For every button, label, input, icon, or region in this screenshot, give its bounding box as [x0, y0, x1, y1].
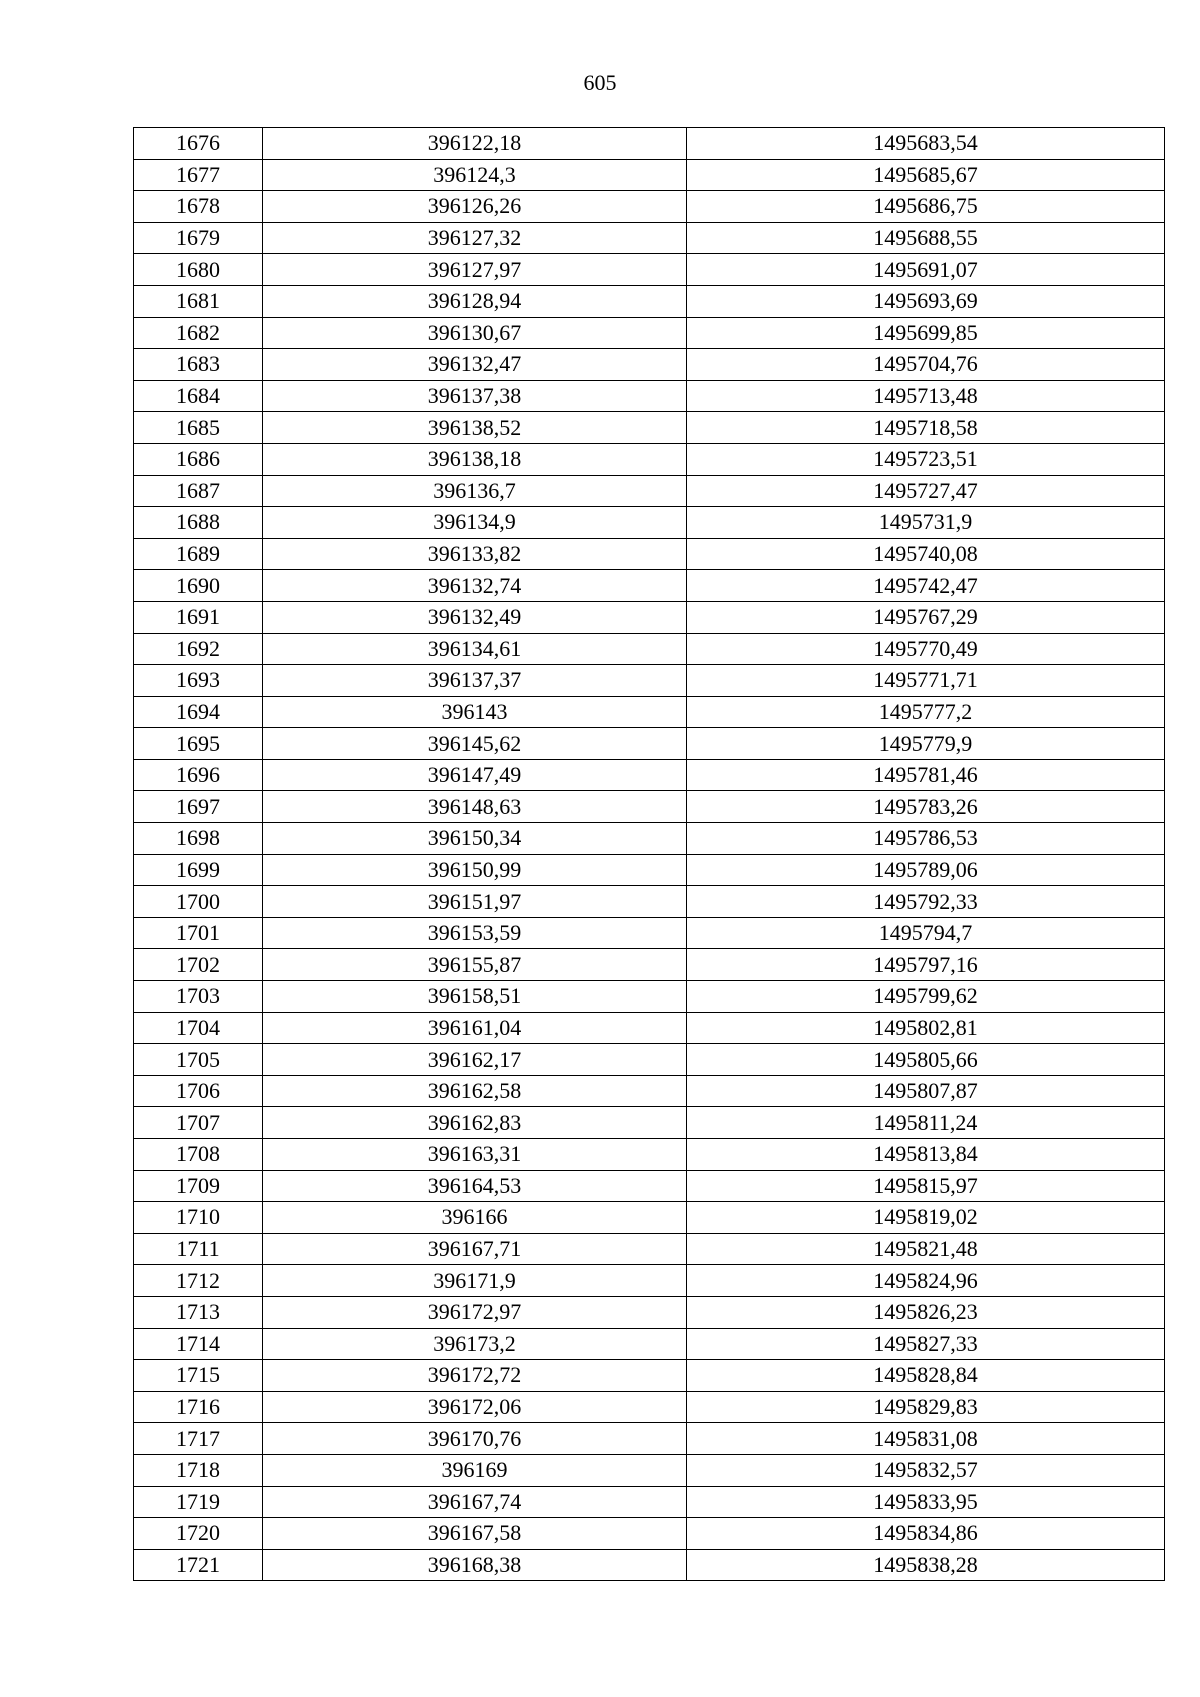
point-number-cell: 1677: [134, 159, 263, 191]
y-coordinate-cell: 1495824,96: [687, 1265, 1165, 1297]
table-row: [134, 854, 1165, 886]
x-coordinate-cell: 396164,53: [263, 1170, 687, 1202]
table-row: [134, 475, 1165, 507]
x-coordinate-cell: 396134,9: [263, 507, 687, 539]
x-coordinate-cell: 396147,49: [263, 759, 687, 791]
x-coordinate-cell: 396150,99: [263, 854, 687, 886]
y-coordinate-cell: 1495802,81: [687, 1012, 1165, 1044]
x-coordinate-cell: 396134,61: [263, 633, 687, 665]
y-coordinate-cell: 1495797,16: [687, 949, 1165, 981]
table-row: [134, 538, 1165, 570]
table-row: [134, 1265, 1165, 1297]
point-number-cell: 1693: [134, 665, 263, 697]
point-number-cell: 1707: [134, 1107, 263, 1139]
point-number-cell: 1689: [134, 538, 263, 570]
table-row: [134, 601, 1165, 633]
y-coordinate-cell: 1495723,51: [687, 443, 1165, 475]
x-coordinate-cell: 396172,72: [263, 1360, 687, 1392]
y-coordinate-cell: 1495821,48: [687, 1233, 1165, 1265]
point-number-cell: 1709: [134, 1170, 263, 1202]
x-coordinate-cell: 396132,47: [263, 349, 687, 381]
table-row: [134, 633, 1165, 665]
table-row: [134, 1202, 1165, 1234]
x-coordinate-cell: 396171,9: [263, 1265, 687, 1297]
point-number-cell: 1719: [134, 1486, 263, 1518]
y-coordinate-cell: 1495832,57: [687, 1454, 1165, 1486]
x-coordinate-cell: 396148,63: [263, 791, 687, 823]
point-number-cell: 1704: [134, 1012, 263, 1044]
point-number-cell: 1708: [134, 1139, 263, 1171]
x-coordinate-cell: 396132,49: [263, 601, 687, 633]
table-row: [134, 823, 1165, 855]
y-coordinate-cell: 1495731,9: [687, 507, 1165, 539]
y-coordinate-cell: 1495781,46: [687, 759, 1165, 791]
table-row: [134, 1233, 1165, 1265]
y-coordinate-cell: 1495811,24: [687, 1107, 1165, 1139]
y-coordinate-cell: 1495727,47: [687, 475, 1165, 507]
y-coordinate-cell: 1495742,47: [687, 570, 1165, 602]
x-coordinate-cell: 396172,97: [263, 1296, 687, 1328]
x-coordinate-cell: 396132,74: [263, 570, 687, 602]
x-coordinate-cell: 396124,3: [263, 159, 687, 191]
table-row: [134, 1170, 1165, 1202]
x-coordinate-cell: 396153,59: [263, 917, 687, 949]
point-number-cell: 1690: [134, 570, 263, 602]
point-number-cell: 1702: [134, 949, 263, 981]
x-coordinate-cell: 396167,58: [263, 1518, 687, 1550]
table-row: [134, 665, 1165, 697]
point-number-cell: 1683: [134, 349, 263, 381]
y-coordinate-cell: 1495794,7: [687, 917, 1165, 949]
x-coordinate-cell: 396127,97: [263, 254, 687, 286]
point-number-cell: 1712: [134, 1265, 263, 1297]
table-row: [134, 1454, 1165, 1486]
y-coordinate-cell: 1495807,87: [687, 1075, 1165, 1107]
table-row: [134, 443, 1165, 475]
table-row: [134, 886, 1165, 918]
y-coordinate-cell: 1495813,84: [687, 1139, 1165, 1171]
y-coordinate-cell: 1495691,07: [687, 254, 1165, 286]
table-row: [134, 412, 1165, 444]
point-number-cell: 1699: [134, 854, 263, 886]
point-number-cell: 1692: [134, 633, 263, 665]
point-number-cell: 1696: [134, 759, 263, 791]
x-coordinate-cell: 396126,26: [263, 191, 687, 223]
y-coordinate-cell: 1495693,69: [687, 285, 1165, 317]
table-row: [134, 1107, 1165, 1139]
y-coordinate-cell: 1495740,08: [687, 538, 1165, 570]
point-number-cell: 1694: [134, 696, 263, 728]
point-number-cell: 1697: [134, 791, 263, 823]
y-coordinate-cell: 1495826,23: [687, 1296, 1165, 1328]
point-number-cell: 1700: [134, 886, 263, 918]
point-number-cell: 1691: [134, 601, 263, 633]
point-number-cell: 1718: [134, 1454, 263, 1486]
x-coordinate-cell: 396138,18: [263, 443, 687, 475]
x-coordinate-cell: 396169: [263, 1454, 687, 1486]
x-coordinate-cell: 396168,38: [263, 1549, 687, 1581]
x-coordinate-cell: 396162,83: [263, 1107, 687, 1139]
point-number-cell: 1713: [134, 1296, 263, 1328]
x-coordinate-cell: 396137,38: [263, 380, 687, 412]
point-number-cell: 1715: [134, 1360, 263, 1392]
point-number-cell: 1711: [134, 1233, 263, 1265]
table-row: [134, 791, 1165, 823]
table-row: [134, 1549, 1165, 1581]
y-coordinate-cell: 1495815,97: [687, 1170, 1165, 1202]
x-coordinate-cell: 396158,51: [263, 981, 687, 1013]
coordinates-table-body: [134, 128, 1165, 1581]
point-number-cell: 1714: [134, 1328, 263, 1360]
point-number-cell: 1706: [134, 1075, 263, 1107]
point-number-cell: 1685: [134, 412, 263, 444]
point-number-cell: 1703: [134, 981, 263, 1013]
y-coordinate-cell: 1495779,9: [687, 728, 1165, 760]
point-number-cell: 1684: [134, 380, 263, 412]
point-number-cell: 1679: [134, 222, 263, 254]
table-row: [134, 759, 1165, 791]
x-coordinate-cell: 396137,37: [263, 665, 687, 697]
point-number-cell: 1688: [134, 507, 263, 539]
x-coordinate-cell: 396170,76: [263, 1423, 687, 1455]
x-coordinate-cell: 396145,62: [263, 728, 687, 760]
table-row: [134, 159, 1165, 191]
point-number-cell: 1720: [134, 1518, 263, 1550]
table-row: [134, 1075, 1165, 1107]
x-coordinate-cell: 396166: [263, 1202, 687, 1234]
x-coordinate-cell: 396172,06: [263, 1391, 687, 1423]
y-coordinate-cell: 1495686,75: [687, 191, 1165, 223]
x-coordinate-cell: 396136,7: [263, 475, 687, 507]
point-number-cell: 1698: [134, 823, 263, 855]
x-coordinate-cell: 396143: [263, 696, 687, 728]
point-number-cell: 1676: [134, 128, 263, 160]
x-coordinate-cell: 396163,31: [263, 1139, 687, 1171]
y-coordinate-cell: 1495789,06: [687, 854, 1165, 886]
table-row: [134, 285, 1165, 317]
table-row: [134, 317, 1165, 349]
y-coordinate-cell: 1495783,26: [687, 791, 1165, 823]
table-row: [134, 507, 1165, 539]
x-coordinate-cell: 396173,2: [263, 1328, 687, 1360]
y-coordinate-cell: 1495786,53: [687, 823, 1165, 855]
x-coordinate-cell: 396155,87: [263, 949, 687, 981]
y-coordinate-cell: 1495688,55: [687, 222, 1165, 254]
y-coordinate-cell: 1495829,83: [687, 1391, 1165, 1423]
y-coordinate-cell: 1495718,58: [687, 412, 1165, 444]
y-coordinate-cell: 1495699,85: [687, 317, 1165, 349]
point-number-cell: 1687: [134, 475, 263, 507]
point-number-cell: 1695: [134, 728, 263, 760]
point-number-cell: 1701: [134, 917, 263, 949]
x-coordinate-cell: 396151,97: [263, 886, 687, 918]
y-coordinate-cell: 1495828,84: [687, 1360, 1165, 1392]
y-coordinate-cell: 1495819,02: [687, 1202, 1165, 1234]
point-number-cell: 1682: [134, 317, 263, 349]
x-coordinate-cell: 396133,82: [263, 538, 687, 570]
y-coordinate-cell: 1495770,49: [687, 633, 1165, 665]
point-number-cell: 1705: [134, 1044, 263, 1076]
table-row: [134, 949, 1165, 981]
y-coordinate-cell: 1495704,76: [687, 349, 1165, 381]
table-row: [134, 981, 1165, 1013]
table-row: [134, 380, 1165, 412]
table-row: [134, 222, 1165, 254]
table-row: [134, 1296, 1165, 1328]
y-coordinate-cell: 1495805,66: [687, 1044, 1165, 1076]
x-coordinate-cell: 396138,52: [263, 412, 687, 444]
table-row: [134, 254, 1165, 286]
y-coordinate-cell: 1495713,48: [687, 380, 1165, 412]
x-coordinate-cell: 396161,04: [263, 1012, 687, 1044]
table-row: [134, 1518, 1165, 1550]
table-row: [134, 696, 1165, 728]
x-coordinate-cell: 396130,67: [263, 317, 687, 349]
y-coordinate-cell: 1495767,29: [687, 601, 1165, 633]
y-coordinate-cell: 1495771,71: [687, 665, 1165, 697]
point-number-cell: 1716: [134, 1391, 263, 1423]
y-coordinate-cell: 1495777,2: [687, 696, 1165, 728]
table-row: [134, 1044, 1165, 1076]
point-number-cell: 1678: [134, 191, 263, 223]
table-row: [134, 1012, 1165, 1044]
y-coordinate-cell: 1495792,33: [687, 886, 1165, 918]
point-number-cell: 1721: [134, 1549, 263, 1581]
table-row: [134, 1360, 1165, 1392]
x-coordinate-cell: 396162,17: [263, 1044, 687, 1076]
x-coordinate-cell: 396122,18: [263, 128, 687, 160]
table-row: [134, 1423, 1165, 1455]
y-coordinate-cell: 1495838,28: [687, 1549, 1165, 1581]
table-row: [134, 917, 1165, 949]
point-number-cell: 1686: [134, 443, 263, 475]
coordinates-table: [133, 127, 1165, 1581]
x-coordinate-cell: 396167,71: [263, 1233, 687, 1265]
table-row: [134, 1486, 1165, 1518]
table-row: [134, 191, 1165, 223]
y-coordinate-cell: 1495827,33: [687, 1328, 1165, 1360]
table-row: [134, 349, 1165, 381]
x-coordinate-cell: 396127,32: [263, 222, 687, 254]
point-number-cell: 1717: [134, 1423, 263, 1455]
y-coordinate-cell: 1495683,54: [687, 128, 1165, 160]
table-row: [134, 128, 1165, 160]
table-row: [134, 728, 1165, 760]
table-row: [134, 1328, 1165, 1360]
point-number-cell: 1681: [134, 285, 263, 317]
y-coordinate-cell: 1495831,08: [687, 1423, 1165, 1455]
x-coordinate-cell: 396167,74: [263, 1486, 687, 1518]
table-row: [134, 570, 1165, 602]
point-number-cell: 1710: [134, 1202, 263, 1234]
y-coordinate-cell: 1495685,67: [687, 159, 1165, 191]
x-coordinate-cell: 396162,58: [263, 1075, 687, 1107]
point-number-cell: 1680: [134, 254, 263, 286]
x-coordinate-cell: 396128,94: [263, 285, 687, 317]
page-number: 605: [583, 70, 617, 95]
y-coordinate-cell: 1495834,86: [687, 1518, 1165, 1550]
y-coordinate-cell: 1495833,95: [687, 1486, 1165, 1518]
x-coordinate-cell: 396150,34: [263, 823, 687, 855]
table-row: [134, 1139, 1165, 1171]
table-row: [134, 1391, 1165, 1423]
y-coordinate-cell: 1495799,62: [687, 981, 1165, 1013]
